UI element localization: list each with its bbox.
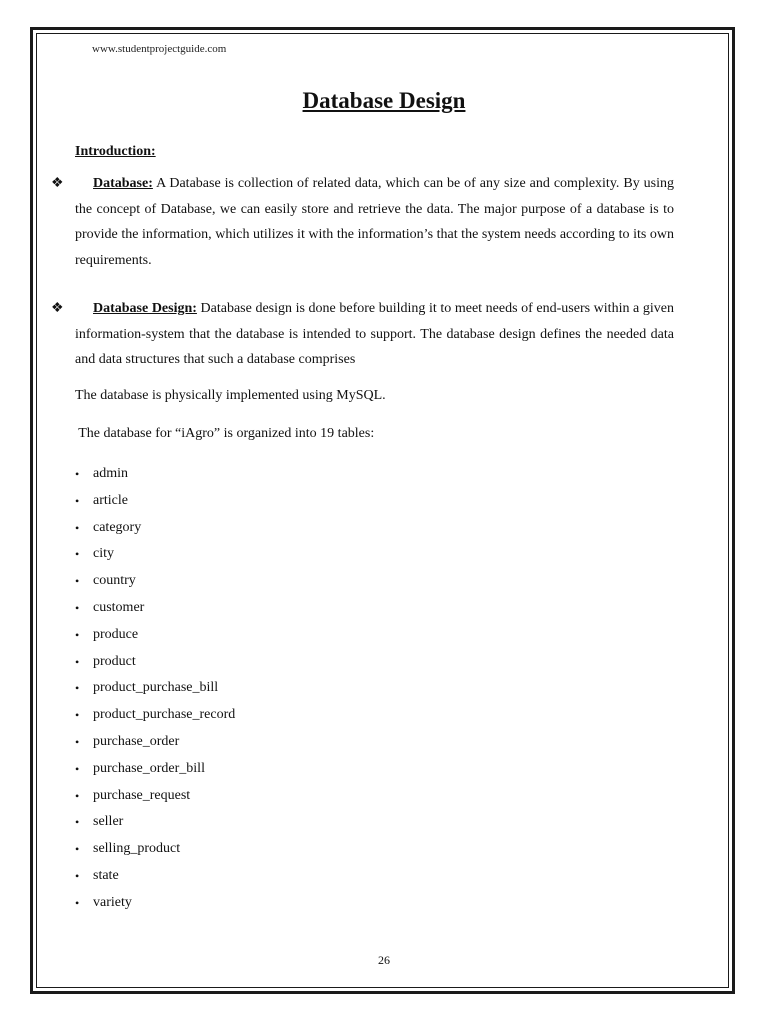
table-list-item — [75, 783, 235, 810]
table-name: state — [93, 867, 119, 883]
table-list-item — [75, 809, 235, 836]
bullet-icon: • — [75, 734, 80, 749]
table-list-item — [75, 541, 235, 568]
bullet-icon: • — [75, 868, 80, 883]
table-list-item — [75, 568, 235, 595]
bullet-icon: • — [75, 788, 80, 803]
table-name: city — [93, 546, 114, 562]
bullet-icon: • — [75, 600, 80, 615]
table-name: admin — [93, 466, 128, 481]
table-name: customer — [93, 599, 145, 615]
bullet-icon: • — [75, 815, 80, 830]
table-list-item — [75, 515, 235, 542]
bullet-icon: • — [75, 842, 80, 857]
database-design-definition: Database design is done before building it to meet needs of end-users within a given information-system that the database is intended to support. The database design defines the needed data and data structures that such a database comprises — [75, 301, 674, 367]
table-name: selling_product — [93, 841, 181, 857]
table-name: produce — [93, 626, 139, 642]
table-name: purchase_order — [93, 733, 180, 749]
table-list-item — [75, 622, 235, 649]
table-name: purchase_request — [93, 787, 191, 803]
table-list-item — [75, 595, 235, 622]
database-term: Database: — [93, 176, 153, 191]
database-design-paragraph — [75, 296, 674, 373]
table-list-item — [75, 702, 235, 729]
introduction-heading: Introduction: — [75, 144, 156, 159]
tables-list — [75, 461, 235, 917]
table-list-item — [75, 488, 235, 515]
bullet-icon: • — [75, 654, 80, 669]
table-list-item — [75, 836, 235, 863]
table-name: variety — [93, 894, 132, 910]
bullet-icon: • — [75, 895, 80, 910]
diamond-bullet-icon: ❖ — [51, 176, 64, 191]
site-url: www.studentprojectguide.com — [92, 43, 227, 55]
database-paragraph — [75, 171, 674, 273]
bullet-icon: • — [75, 493, 80, 508]
implementation-line: The database is physically implemented using MySQL. — [75, 388, 386, 403]
table-name: seller — [93, 814, 124, 830]
table-name: purchase_order_bill — [93, 760, 205, 776]
table-list-item — [75, 729, 235, 756]
page-title: Database Design — [302, 88, 466, 113]
database-definition: A Database is collection of related data, which can be of any size and complexity. By using the concept of Database, we can easily store and retrieve the data. The major purpose of a database is to provide the information, which utilizes it with the information’s that the system needs according to its own requirements. — [75, 176, 674, 268]
tables-intro-line: The database for “iAgro” is organized into 19 tables: — [75, 426, 375, 441]
bullet-icon: • — [75, 547, 80, 562]
bullet-icon: • — [75, 574, 80, 589]
table-list-item — [75, 675, 235, 702]
table-name: article — [93, 492, 128, 508]
table-list-item — [75, 461, 235, 488]
table-name: country — [93, 573, 136, 589]
table-list-item — [75, 649, 235, 676]
page-number: 26 — [378, 953, 390, 967]
database-design-term: Database Design: — [93, 301, 197, 316]
table-list-item — [75, 756, 235, 783]
table-name: category — [93, 519, 142, 535]
bullet-icon: • — [75, 627, 80, 642]
bullet-icon: • — [75, 761, 80, 776]
table-name: product_purchase_record — [93, 707, 236, 723]
table-name: product — [93, 653, 136, 669]
bullet-icon: • — [75, 681, 80, 696]
bullet-icon: • — [75, 708, 80, 723]
table-list-item — [75, 863, 235, 890]
table-list-item — [75, 890, 235, 917]
bullet-icon: • — [75, 467, 80, 481]
diamond-bullet-icon: ❖ — [51, 301, 64, 316]
bullet-icon: • — [75, 520, 80, 535]
table-name: product_purchase_bill — [93, 680, 219, 696]
